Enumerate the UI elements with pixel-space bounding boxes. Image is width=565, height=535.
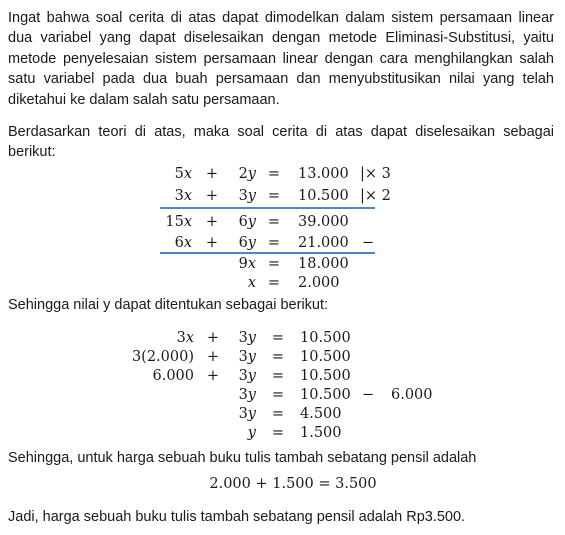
sub-r3-eq: =	[271, 368, 285, 384]
sub-r2-y: 3y	[238, 349, 256, 365]
elim-r4-y: 6y	[238, 235, 256, 251]
elim-r1-x: 5x	[174, 166, 192, 182]
sub-r6-rhs: 1.500	[300, 425, 342, 441]
elim-r2-eq: =	[267, 188, 281, 204]
elim-r5-rhs: 18.000	[298, 256, 349, 272]
find-y-text: Sehingga nilai y dapat ditentukan sebagai berikut:	[8, 297, 329, 313]
sub-r2-op: +	[206, 349, 220, 365]
price-text: Sehingga, untuk harga sebuah buku tulis tambah sebatang pensil adalah	[8, 450, 477, 466]
elim-r4-eq: =	[267, 235, 281, 251]
elim-r1-rhs: 13.000	[298, 166, 349, 182]
elim-r1-y: 2y	[238, 166, 256, 182]
sub-r4-minus: −	[362, 387, 375, 403]
sub-r5-y: 3y	[238, 406, 256, 422]
elim-r3-y: 6y	[238, 214, 256, 230]
elim-r1-eq: =	[267, 166, 281, 182]
sub-r6-eq: =	[271, 425, 285, 441]
sub-r1-lhs: 3x	[176, 330, 194, 346]
sub-r5-eq: =	[271, 406, 285, 422]
elim-r3-eq: =	[267, 214, 281, 230]
elim-r2-rhs: 10.500	[298, 188, 349, 204]
sub-r2-lhs: 3(2.000)	[131, 349, 194, 365]
elim-r1-mult: |× 3	[360, 166, 391, 182]
sub-r6-var: y	[247, 425, 256, 441]
sub-r4-eq: =	[271, 387, 285, 403]
elim-r2-op: +	[205, 188, 219, 204]
elim-r6-var: x	[247, 275, 256, 291]
elim-r3-rhs: 39.000	[298, 214, 349, 230]
elim-r5-eq: =	[267, 256, 281, 272]
sub-r3-y: 3y	[238, 368, 256, 384]
elim-r4-x: 6x	[174, 235, 192, 251]
elim-r3-op: +	[205, 214, 219, 230]
theory-paragraph: Berdasarkan teori di atas, maka soal cerita di atas dapat diselesaikan sebagai berikut:	[8, 124, 554, 161]
sub-r2-rhs: 10.500	[300, 349, 351, 365]
sub-r4-y: 3y	[238, 387, 256, 403]
sub-r1-eq: =	[271, 330, 285, 346]
elim-rule-1	[160, 207, 375, 209]
elim-r5-x: 9x	[238, 256, 256, 272]
elim-r3-x: 15x	[165, 214, 192, 230]
sub-r3-rhs: 10.500	[300, 368, 351, 384]
elim-r4-minus: −	[362, 235, 375, 251]
sub-r1-y: 3y	[238, 330, 256, 346]
elim-r2-y: 3y	[238, 188, 256, 204]
elim-r4-rhs: 21.000	[298, 235, 349, 251]
intro-paragraph: Ingat bahwa soal cerita di atas dapat dimodelkan dalam sistem persamaan linear dua variabel yang dapat diselesaikan dengan metode Eliminasi-Substitusi, yaitu metode penyelesaian sistem persamaan linear dengan cara menghilangkan salah satu variabel pada dua buah persamaan dan menyubstitusikan nilai yang telah diketahui ke dalam salah satu persamaan.	[8, 10, 554, 108]
sub-r1-rhs: 10.500	[300, 330, 351, 346]
sub-r2-eq: =	[271, 349, 285, 365]
elim-r6-eq: =	[267, 275, 281, 291]
sub-r5-rhs: 4.500	[300, 406, 342, 422]
elim-r2-mult: |× 2	[360, 188, 391, 204]
sub-r1-op: +	[206, 330, 220, 346]
elim-r1-op: +	[205, 166, 219, 182]
elim-r4-op: +	[205, 235, 219, 251]
conclusion: Jadi, harga sebuah buku tulis tambah sebatang pensil adalah Rp3.500.	[8, 509, 466, 525]
sub-r4-rhs: 10.500	[300, 387, 351, 403]
elim-r2-x: 3x	[174, 188, 192, 204]
sub-r3-op: +	[206, 368, 220, 384]
elim-r6-rhs: 2.000	[298, 275, 340, 291]
sum-equation: 2.000 + 1.500 = 3.500	[209, 476, 377, 492]
sub-r4-sub: 6.000	[391, 387, 433, 403]
sub-r3-lhs: 6.000	[152, 368, 194, 384]
